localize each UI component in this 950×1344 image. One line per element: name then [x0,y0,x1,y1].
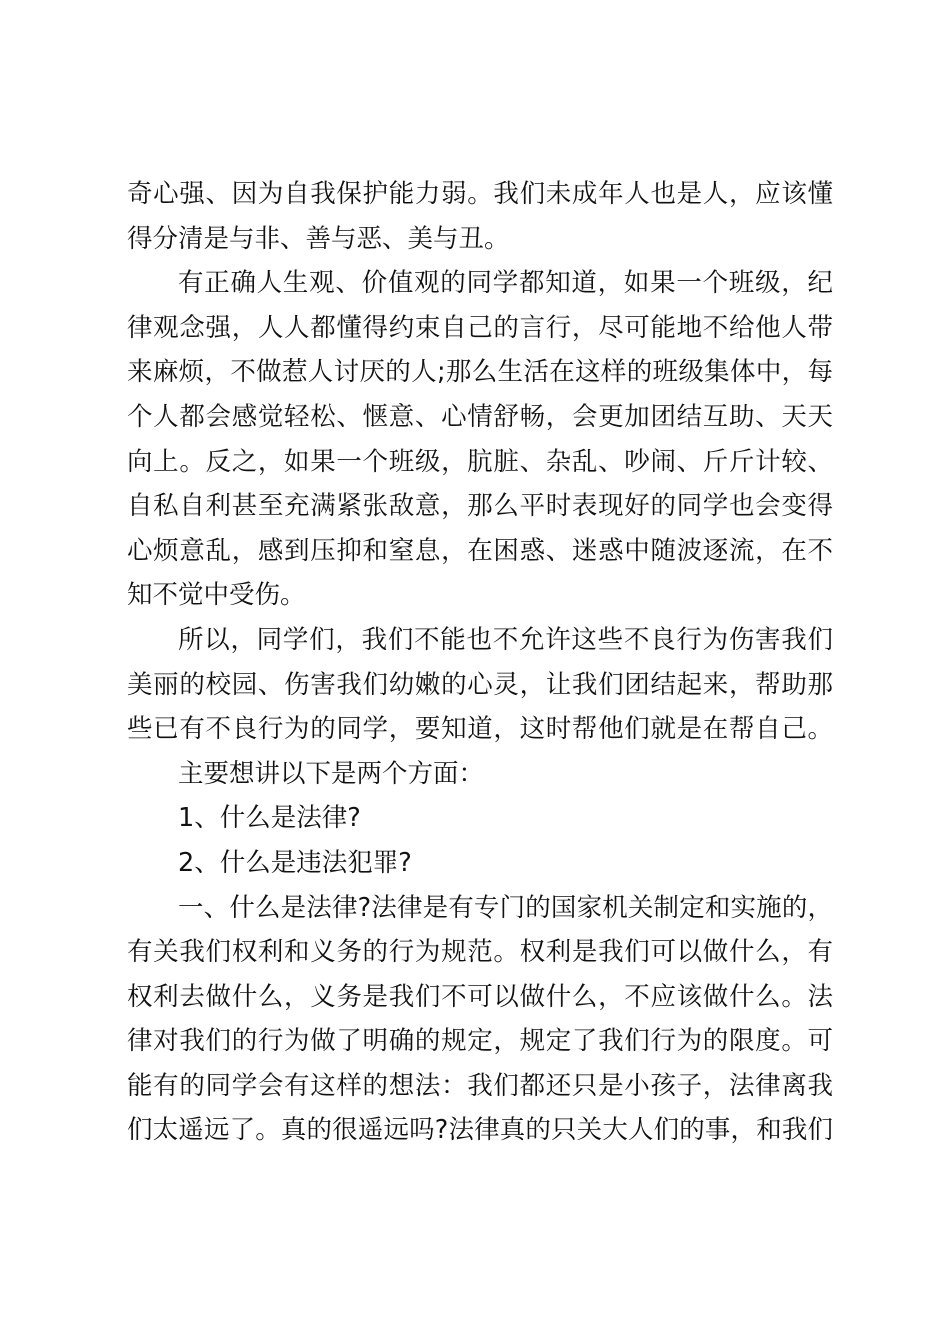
text-line: 所以，同学们，我们不能也不允许这些不良行为伤害我们 [178,624,833,655]
text-line: 律观念强，人人都懂得约束自己的言行，尽可能地不给他人带 [127,312,833,343]
text-line: 来麻烦，不做惹人讨厌的人;那么生活在这样的班级集体中，每 [127,357,833,388]
text-line: 主要想讲以下是两个方面： [178,758,485,789]
text-line: 知不觉中受伤。 [127,580,306,611]
text-line: 奇心强、因为自我保护能力弱。我们未成年人也是人，应该懂 [127,179,833,209]
text-line: 们太遥远了。真的很遥远吗?法律真的只关大人们的事，和我们 [127,1115,833,1146]
text-line: 律对我们的行为做了明确的规定，规定了我们行为的限度。可 [127,1026,833,1057]
text-line: 自私自利甚至充满紧张敌意，那么平时表现好的同学也会变得 [127,491,833,522]
text-line: 美丽的校园、伤害我们幼嫩的心灵，让我们团结起来，帮助那 [127,669,833,700]
text-line: 得分清是与非、善与恶、美与丑。 [127,223,510,254]
text-line: 2、什么是违法犯罪? [178,847,412,878]
text-line: 能有的同学会有这样的想法：我们都还只是小孩子，法律离我 [127,1070,833,1101]
text-line: 个人都会感觉轻松、惬意、心情舒畅，会更加团结互助、天天 [127,401,833,432]
text-line: 权利去做什么，义务是我们不可以做什么，不应该做什么。法 [127,981,833,1012]
text-line: 一、什么是法律?法律是有专门的国家机关制定和实施的， [178,892,833,923]
text-line: 有正确人生观、价值观的同学都知道，如果一个班级，纪 [178,268,833,299]
body-text [127,172,833,1153]
text-line: 心烦意乱，感到压抑和窒息，在困惑、迷惑中随波逐流，在不 [127,535,833,566]
text-line: 些已有不良行为的同学，要知道，这时帮他们就是在帮自己。 [127,714,833,745]
text-line: 1、什么是法律? [178,803,361,834]
text-line: 有关我们权利和义务的行为规范。权利是我们可以做什么，有 [127,937,833,968]
text-line: 向上。反之，如果一个班级，肮脏、杂乱、吵闹、斤斤计较、 [127,446,833,477]
